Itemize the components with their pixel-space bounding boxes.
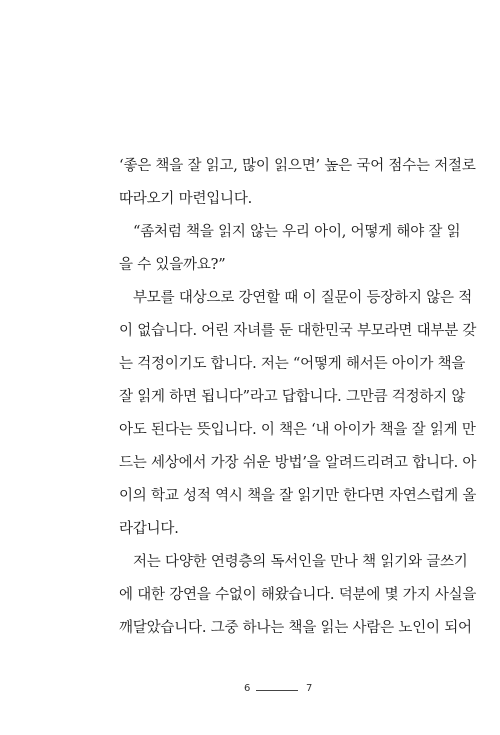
body-line: 에 대한 강연을 수없이 해왔습니다. 덕분에 몇 가지 사실을 xyxy=(119,587,477,603)
page-number-divider xyxy=(256,690,298,691)
body-line: ‘좋은 책을 잘 읽고, 많이 읽으면’ 높은 국어 점수는 저절로 xyxy=(119,158,476,174)
body-line: 깨달았습니다. 그중 하나는 책을 읽는 사람은 노인이 되어 xyxy=(119,620,472,636)
body-line: “좀처럼 책을 읽지 않는 우리 아이, 어떻게 해야 잘 읽 xyxy=(133,224,461,240)
body-line: 드는 세상에서 가장 쉬운 방법’을 알려드리려고 합니다. 아 xyxy=(119,455,477,471)
body-line: 이의 학교 성적 역시 책을 잘 읽기만 한다면 자연스럽게 올 xyxy=(119,488,477,504)
body-line: 는 걱정이기도 합니다. 저는 “어떻게 해서든 아이가 책을 xyxy=(119,356,466,372)
body-line: 이 없습니다. 어린 자녀를 둔 대한민국 부모라면 대부분 갖 xyxy=(119,323,477,339)
body-line: 을 수 있을까요?” xyxy=(119,257,226,273)
page-number-right: 7 xyxy=(306,683,313,694)
page-number-left: 6 xyxy=(244,683,251,694)
body-line: 라갑니다. xyxy=(119,521,179,537)
body-line: 아도 된다는 뜻입니다. 이 책은 ‘내 아이가 책을 잘 읽게 만 xyxy=(119,422,476,438)
body-line: 잘 읽게 하면 됩니다”라고 답합니다. 그만큼 걱정하지 않 xyxy=(119,389,466,405)
body-line: 따라오기 마련입니다. xyxy=(119,191,253,207)
body-line: 부모를 대상으로 강연할 때 이 질문이 등장하지 않은 적 xyxy=(133,290,473,306)
body-line: 저는 다양한 연령층의 독서인을 만나 책 읽기와 글쓰기 xyxy=(133,554,468,570)
page-footer xyxy=(0,683,500,697)
